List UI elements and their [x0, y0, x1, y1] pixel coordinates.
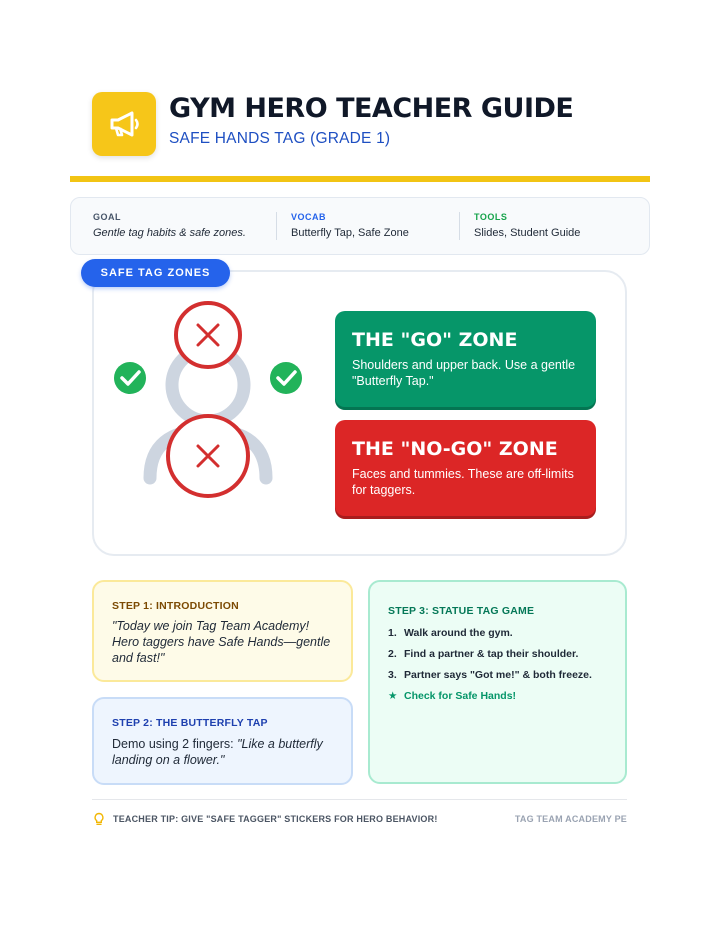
- step3-title: STEP 3: STATUE TAG GAME: [388, 605, 535, 617]
- step2-body: [112, 736, 333, 768]
- logo-badge: [92, 92, 156, 156]
- list-item: 1. Walk around the gym.: [388, 627, 513, 639]
- lesson-info-bar: [70, 197, 650, 255]
- vocab-value: Butterfly Tap, Safe Zone: [291, 227, 409, 239]
- no-go-zone-card: [335, 420, 596, 516]
- go-zone-title: THE "GO" ZONE: [352, 329, 518, 351]
- list-item-check: [388, 690, 607, 711]
- step1-body: "Today we join Tag Team Academy! Hero taggers have Safe Hands—gentle and fast!": [112, 619, 331, 665]
- list-item: 3. Partner says "Got me!" & both freeze.: [388, 669, 592, 681]
- footer-divider: [92, 799, 627, 800]
- vocab-label: VOCAB: [291, 212, 327, 222]
- lightbulb-icon: [92, 812, 106, 826]
- check-safe-hands-text: Check for Safe Hands!: [404, 690, 517, 702]
- teacher-tip-text: TEACHER TIP: GIVE "SAFE TAGGER" STICKERS FOR HERO BEHAVIOR!: [113, 814, 438, 824]
- no-go-zone-title: THE "NO-GO" ZONE: [352, 438, 558, 460]
- step1-card: [92, 580, 353, 682]
- no-go-zone-description: Faces and tummies. These are off-limits for taggers.: [352, 467, 574, 497]
- goal-label: GOAL: [93, 212, 121, 222]
- step2-title: STEP 2: THE BUTTERFLY TAP: [112, 717, 268, 729]
- body-zones-figure: [100, 290, 320, 500]
- go-left-shoulder-check-icon: [110, 358, 150, 398]
- header-divider: [70, 176, 650, 182]
- step2-body-plain: Demo using 2 fingers:: [112, 737, 238, 751]
- step1-title: STEP 1: INTRODUCTION: [112, 600, 239, 612]
- star-icon: ★: [388, 690, 398, 702]
- goal-value: Gentle tag habits & safe zones.: [93, 227, 246, 239]
- page-title: GYM HERO TEACHER GUIDE: [169, 93, 574, 124]
- info-divider: [276, 212, 277, 240]
- no-go-face-icon: [176, 303, 240, 367]
- goal-section: [93, 212, 246, 239]
- list-item: 2. Find a partner & tap their shoulder.: [388, 648, 579, 660]
- step3-card: [368, 580, 627, 784]
- step3-list: [388, 627, 607, 711]
- go-zone-card: [335, 311, 596, 407]
- footer-brand: TAG TEAM ACADEMY PE: [514, 814, 627, 824]
- step2-card: [92, 697, 353, 785]
- megaphone-icon: [106, 106, 142, 142]
- tools-value: Slides, Student Guide: [474, 227, 581, 239]
- no-go-tummy-icon: [168, 416, 248, 496]
- teacher-tip: [92, 812, 438, 826]
- go-right-shoulder-check-icon: [266, 358, 306, 398]
- vocab-section: [291, 212, 409, 239]
- info-divider: [459, 212, 460, 240]
- tools-section: [474, 212, 580, 239]
- step2-body-quote: "Like a butterfly landing on a flower.": [112, 737, 323, 767]
- safe-zones-pill: SAFE TAG ZONES: [81, 259, 230, 287]
- page-subtitle: SAFE HANDS TAG (GRADE 1): [169, 130, 391, 147]
- go-zone-description: Shoulders and upper back. Use a gentle "Butterfly Tap.": [352, 358, 576, 388]
- tools-label: TOOLS: [474, 212, 508, 222]
